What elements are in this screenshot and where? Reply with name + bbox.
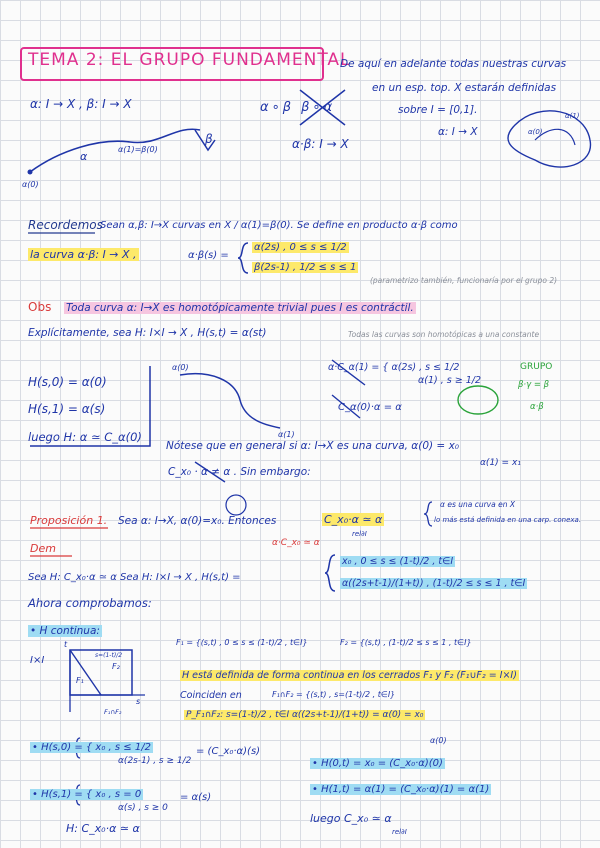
dem-ahora: Ahora comprobamos: — [28, 596, 152, 610]
blob-label-a: α(1) — [565, 112, 580, 120]
square-slope: s=(1-t)/2 — [95, 652, 123, 659]
square-t: t — [64, 640, 68, 649]
homotopy-curve — [180, 374, 280, 428]
continuity-intersection: F₁∩F₂ = {(s,t) , s=(1-t)/2 , t∈I} — [272, 690, 396, 699]
dem-continua: • H continua: — [30, 625, 100, 637]
dem-label: Dem — [30, 542, 56, 555]
grupo-g1: β·γ = β — [518, 380, 550, 390]
label-beta: β — [205, 132, 213, 146]
dem-case-2: α((2s+t-1)/(1+t)) , (1-t)/2 ≤ s ≤ 1 , t∈I — [342, 578, 526, 589]
check-h1t: • H(1,t) = α(1) = (C_x₀·α)(1) = α(1) — [312, 784, 490, 795]
composition-text: α∘β β∘α — [260, 100, 336, 115]
homotopy-a1: α(1) — [278, 430, 295, 439]
notese-line-3: C_x₀ · α ≠ α . Sin embargo: — [168, 466, 311, 478]
dem-goal: α·C_x₀ ≃ α — [272, 538, 320, 548]
intro-line-2: en un esp. top. X estarán definidas — [372, 82, 557, 94]
dem-sea: Sea H: C_x₀·α ≃ α Sea H: I×I → X , H(s,t) = — [28, 572, 241, 583]
product-map: α·β: I → X — [292, 137, 349, 151]
blob-label-b: α(0) — [528, 128, 543, 136]
check-luego: luego C_x₀ ≃ α — [310, 812, 392, 825]
grupo-g2: α·β — [530, 402, 544, 412]
green-blob — [458, 386, 498, 414]
homotopy-h0: H(s,0) = α(0) — [28, 375, 107, 389]
label-start: α(0) — [22, 180, 39, 189]
obs-label: Obs — [28, 300, 52, 314]
prop-label: Proposición 1. — [30, 514, 108, 527]
recordemos-def: α·β(s) = — [188, 250, 229, 261]
prop-result: C_x₀·α ≃ α — [324, 513, 383, 526]
check-luego-sub: rel∂I — [392, 828, 407, 836]
page-title: TEMA 2: EL GRUPO FUNDAMENTAL — [28, 50, 351, 70]
grupo-label: GRUPO — [520, 362, 553, 372]
right-f1b: α(1) , s ≥ 1/2 — [418, 375, 482, 386]
right-f1: α·C_α(1) = { α(2s) , s ≤ 1/2 — [328, 362, 460, 373]
continuity-f1: F₁ = {(s,t) , 0 ≤ s ≤ (1-t)/2 , t∈I} — [176, 638, 308, 647]
square-label: I×I — [30, 655, 45, 666]
check-h0t: • H(0,t) = x₀ = (C_x₀·α)(0) — [312, 758, 443, 769]
continuity-eval: P_F₁∩F₂: s=(1-t)/2 , t∈I α((2s+t-1)/(1+t)) = α(0) = x₀ — [186, 710, 424, 720]
check-hs0b: α(2s-1) , s ≥ 1/2 — [118, 756, 192, 766]
homotopy-h1: H(s,1) = α(s) — [28, 402, 106, 416]
label-alpha: α — [80, 150, 88, 163]
prop-sub: rel∂I — [352, 530, 367, 538]
obs-explicit: Explícitamente, sea H: I×I → X , H(s,t) = α(st) — [28, 327, 267, 339]
right-f2: C_α(0)·α = α — [338, 402, 402, 413]
continuity-coinciden: Coinciden en — [180, 690, 242, 701]
check-hs0c: = (C_x₀·α)(s) — [196, 746, 261, 757]
square-s: s — [136, 697, 141, 706]
square-f1: F₁ — [76, 676, 84, 685]
notese-line-2: α(1) = x₁ — [480, 458, 521, 468]
check-final: H: C_x₀·α ≃ α — [66, 822, 140, 835]
recordemos-text: Sean α,β: I→X curvas en X / α(1)=β(0). Se define en producto α·β como — [100, 220, 458, 231]
label-joint: α(1)=β(0) — [118, 145, 158, 154]
intro-line-4: α: I → X — [438, 126, 478, 138]
continuity-f2: F₂ = {(s,t) , (1-t)/2 ≤ s ≤ 1 , t∈I} — [340, 638, 472, 647]
notese-line-1: Nótese que en general si α: I→X es una curva, α(0) = x₀ — [166, 440, 459, 452]
brace-h — [325, 555, 335, 591]
intro-line-3: sobre I = [0,1]. — [398, 104, 478, 116]
circle-note — [226, 495, 246, 515]
recordemos-note: (parametrizo también, funcionaría por el grupo 2) — [370, 276, 558, 285]
curve-alpha-beta — [30, 129, 200, 172]
recordemos-curve: la curva α·β: I → X , — [30, 248, 137, 261]
brace-def — [238, 243, 248, 273]
prop-side-1: α es una curva en X — [440, 500, 515, 509]
prop-text: Sea α: I→X, α(0)=x₀. Entonces — [118, 515, 277, 527]
recordemos-case-2: β(2s-1) , 1/2 ≤ s ≤ 1 — [254, 262, 357, 273]
continuity-statement: H está definida de forma continua en los cerrados F₁ y F₂ (F₁∪F₂ = I×I) — [182, 670, 517, 681]
square-f2: F₂ — [112, 662, 120, 671]
intro-line-1: De aquí en adelante todas nuestras curvas — [340, 58, 567, 70]
obs-gray-note: Todas las curvas son homotópicas a una constante — [348, 330, 540, 339]
check-h0top: α(0) — [430, 736, 447, 745]
side-brace — [424, 502, 432, 526]
curve-start-point — [28, 170, 33, 175]
square-bottom: F₁∩F₂ — [104, 708, 122, 716]
obs-text: Toda curva α: I→X es homotópicamente trivial pues I es contráctil. — [66, 302, 414, 314]
homotopy-a0: α(0) — [172, 363, 189, 372]
maps-alpha-beta: α: I → X , β: I → X — [30, 97, 132, 111]
dem-case-1: x₀ , 0 ≤ s ≤ (1-t)/2 , t∈I — [342, 556, 454, 567]
check-hs1: • H(s,1) = { x₀ , s = 0 — [32, 789, 142, 800]
check-hs0: • H(s,0) = { x₀ , s ≤ 1/2 — [32, 742, 151, 753]
check-hs1c: = α(s) — [180, 792, 212, 803]
homotopy-conclusion: luego H: α ≃ C_α(0) — [28, 430, 142, 444]
check-hs1b: α(s) , s ≥ 0 — [118, 803, 168, 813]
recordemos-label: Recordemos — [28, 218, 103, 232]
prop-side-2: lo más está definida en una carp. conexa. — [434, 516, 582, 524]
recordemos-case-1: α(2s) , 0 ≤ s ≤ 1/2 — [254, 242, 347, 253]
